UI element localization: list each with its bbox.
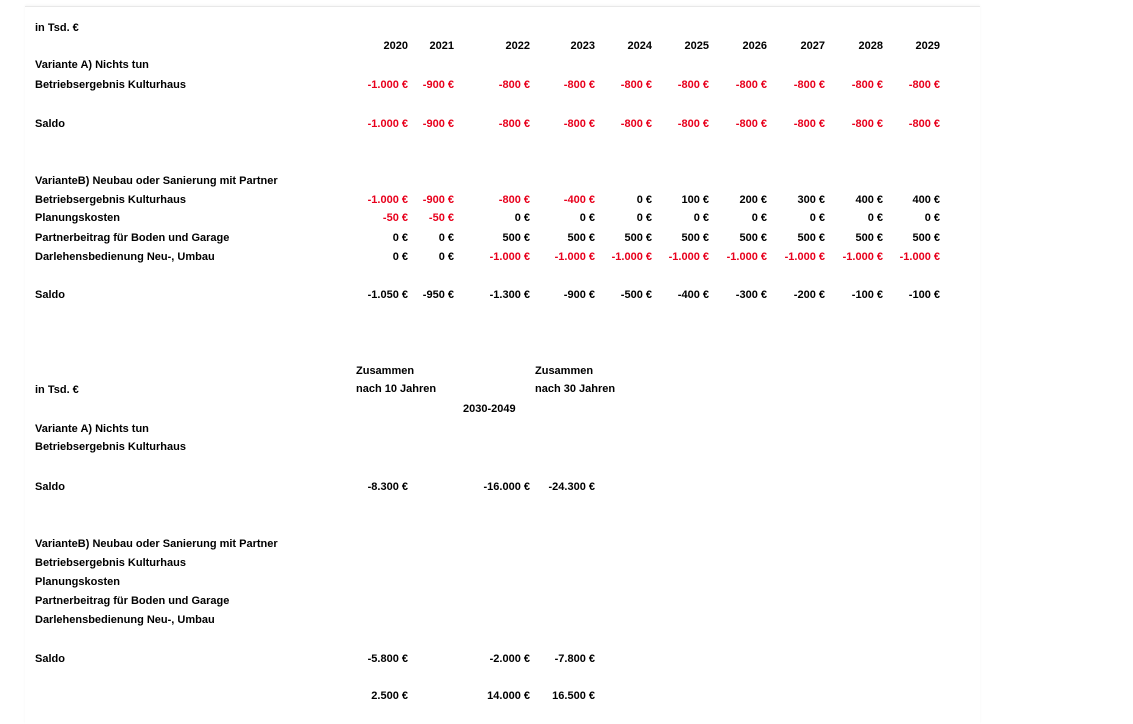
summary-row-label-planungskosten: Planungskosten [35,576,120,588]
year-2029: 2029 [915,40,940,52]
col-header-30years-line1: Zusammen [535,365,594,377]
cell: -50 € [382,212,408,224]
cell: -1.000 € [554,251,595,263]
summary-variant-b-title: VarianteB) Neubau oder Sanierung mit Partner [35,538,278,550]
year-2020: 2020 [383,40,408,52]
summary-saldo-label-b: Saldo [35,653,65,665]
variant-b-title: VarianteB) Neubau oder Sanierung mit Partner [35,175,278,187]
cell: 500 € [912,232,940,244]
cell: -900 € [422,194,454,206]
cell: -300 € [735,289,767,301]
cell: -100 € [851,289,883,301]
cell: -800 € [620,118,652,130]
cell: 0 € [636,194,652,206]
cell: -800 € [793,118,825,130]
cell: -950 € [422,289,454,301]
cell: 500 € [797,232,825,244]
year-2026: 2026 [742,40,767,52]
cell: -900 € [422,79,454,91]
cell: 500 € [502,232,530,244]
cell: 400 € [912,194,940,206]
row-label-partnerbeitrag: Partnerbeitrag für Boden und Garage [35,232,230,244]
cell: 16.500 € [552,690,595,702]
year-2028: 2028 [858,40,883,52]
cell: 0 € [514,212,530,224]
cell: 0 € [438,251,454,263]
summary-row-label-betriebsergebnis-b: Betriebsergebnis Kulturhaus [35,557,186,569]
cell: -2.000 € [489,653,530,665]
unit-label-table1: in Tsd. € [35,22,79,34]
cell: -8.300 € [367,481,408,493]
cell: -800 € [563,79,595,91]
year-2023: 2023 [570,40,595,52]
col-header-2030-2049: 2030-2049 [463,403,516,415]
cell: 500 € [739,232,767,244]
year-2021: 2021 [429,40,454,52]
cell: -800 € [563,118,595,130]
cell: -400 € [563,194,595,206]
cell: 2.500 € [371,690,408,702]
cell: -500 € [620,289,652,301]
col-header-10years-line1: Zusammen [356,365,415,377]
cell: 0 € [693,212,709,224]
cell: 14.000 € [487,690,530,702]
cell: 400 € [855,194,883,206]
cell: 0 € [392,232,408,244]
cell: -1.000 € [611,251,652,263]
cell: 500 € [681,232,709,244]
cell: 0 € [392,251,408,263]
cell: -800 € [498,79,530,91]
year-2022: 2022 [505,40,530,52]
saldo-label-a: Saldo [35,118,65,130]
cell: 500 € [567,232,595,244]
cell: -800 € [677,118,709,130]
cell: -16.000 € [483,481,530,493]
cell: -200 € [793,289,825,301]
year-2025: 2025 [684,40,709,52]
summary-row-label-partnerbeitrag: Partnerbeitrag für Boden und Garage [35,595,230,607]
cell: 200 € [739,194,767,206]
year-2027: 2027 [800,40,825,52]
cell: -50 € [428,212,454,224]
cell: -400 € [677,289,709,301]
cell: -900 € [422,118,454,130]
summary-saldo-label-a: Saldo [35,481,65,493]
cell: 0 € [438,232,454,244]
cell: -1.000 € [367,118,408,130]
cell: -1.000 € [668,251,709,263]
cell: 0 € [579,212,595,224]
row-label-planungskosten: Planungskosten [35,212,120,224]
cell: -24.300 € [548,481,595,493]
cell: -1.000 € [842,251,883,263]
cell: 500 € [624,232,652,244]
cell: 300 € [797,194,825,206]
cell: -800 € [498,194,530,206]
cell: 0 € [867,212,883,224]
cell: -800 € [851,79,883,91]
cell: -900 € [563,289,595,301]
unit-label-table2: in Tsd. € [35,384,79,396]
cell: 100 € [681,194,709,206]
cell: -800 € [620,79,652,91]
summary-variant-a-title: Variante A) Nichts tun [35,423,149,435]
cell: -7.800 € [554,653,595,665]
cell: -800 € [793,79,825,91]
summary-row-label-darlehensbedienung: Darlehensbedienung Neu-, Umbau [35,614,215,626]
cell: -800 € [908,79,940,91]
cell: -800 € [735,118,767,130]
summary-row-label-betriebsergebnis-a: Betriebsergebnis Kulturhaus [35,441,186,453]
cell: 0 € [751,212,767,224]
cell: -1.000 € [899,251,940,263]
cell: -800 € [677,79,709,91]
row-label-betriebsergebnis-b: Betriebsergebnis Kulturhaus [35,194,186,206]
cell: 500 € [855,232,883,244]
cell: -100 € [908,289,940,301]
cell: -1.000 € [489,251,530,263]
cell: -1.000 € [367,194,408,206]
row-label-darlehensbedienung: Darlehensbedienung Neu-, Umbau [35,251,215,263]
variant-a-title: Variante A) Nichts tun [35,59,149,71]
cell: -1.000 € [784,251,825,263]
cell: 0 € [809,212,825,224]
cell: 0 € [924,212,940,224]
row-label-betriebsergebnis-a: Betriebsergebnis Kulturhaus [35,79,186,91]
cell: -1.050 € [367,289,408,301]
cell: -1.000 € [726,251,767,263]
col-header-30years-line2: nach 30 Jahren [535,383,616,395]
cell: -1.000 € [367,79,408,91]
cell: -1.300 € [489,289,530,301]
year-2024: 2024 [627,40,652,52]
cell: 0 € [636,212,652,224]
cell: -800 € [498,118,530,130]
saldo-label-b: Saldo [35,289,65,301]
col-header-10years-line2: nach 10 Jahren [356,383,437,395]
cell: -800 € [735,79,767,91]
cell: -800 € [851,118,883,130]
cell: -5.800 € [367,653,408,665]
cell: -800 € [908,118,940,130]
